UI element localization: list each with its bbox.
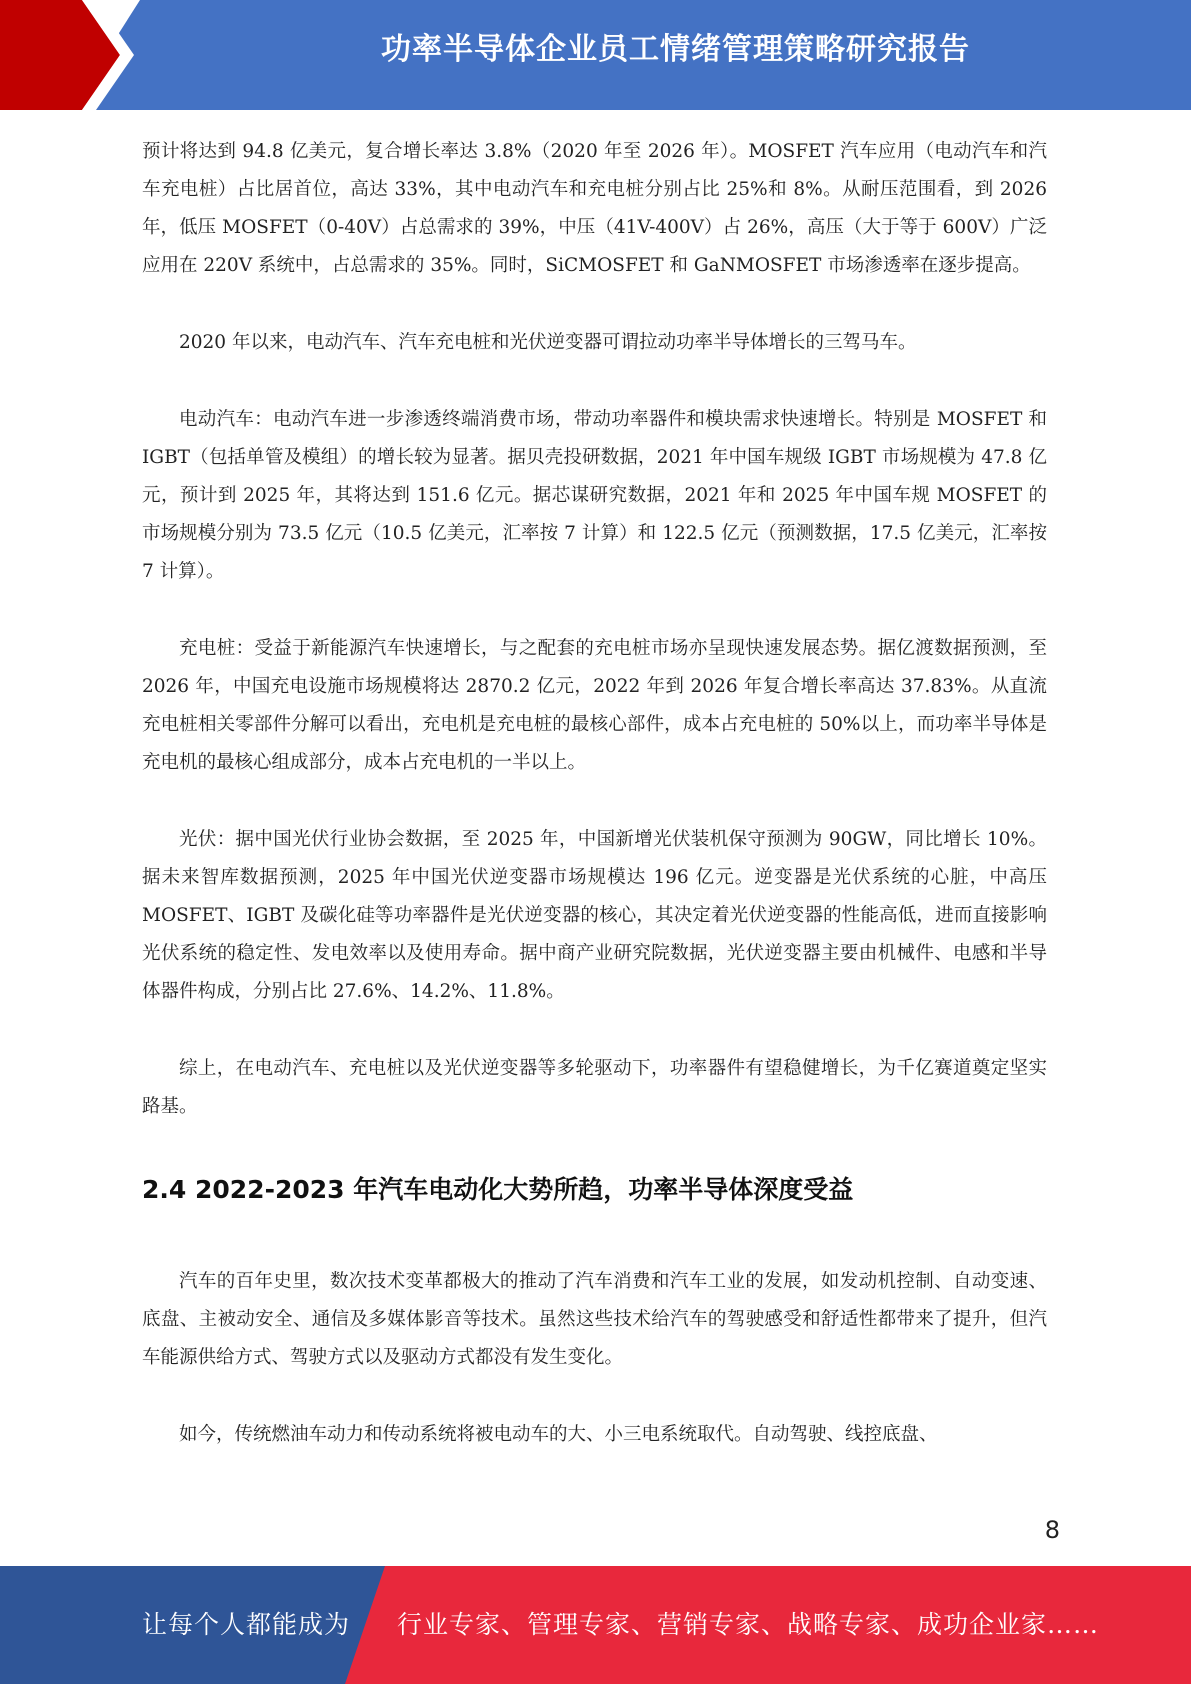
page-header <box>0 0 1191 110</box>
body-paragraph-2: 2020 年以来，电动汽车、汽车充电桩和光伏逆变器可谓拉动功率半导体增长的三驾马车。 <box>179 332 917 353</box>
body-paragraph-6: 综上，在电动汽车、充电桩以及光伏逆变器等多轮驱动下，功率器件有望稳健增长，为千亿赛道奠定坚实路基。 <box>142 1058 1047 1117</box>
body-paragraph-1: 预计将达到 94.8 亿美元，复合增长率达 3.8%（2020 年至 2026 年）。MOSFET 汽车应用（电动汽车和汽车充电桩）占比居首位，高达 33%，其中电动汽车和充电桩分别占比 25%和 8%。从耐压范围看，到 2026 年，低压 MOSFET（0-40V）占总需求的 39%，中压（41V-400V）占 26%，高压（大于等于 600V）广泛应用在 220V 系统中，占总需求的 35%。同时，SiCMOSFET 和 GaNMOSFET 市场渗透率在逐步提高。 <box>142 141 1047 276</box>
section-paragraph-2: 如今，传统燃油车动力和传动系统将被电动车的大、小三电系统取代。自动驾驶、线控底盘、 <box>179 1424 938 1445</box>
page-title: 功率半导体企业员工情绪管理策略研究报告 <box>381 32 970 67</box>
section-paragraph-1: 汽车的百年史里，数次技术变革都极大的推动了汽车消费和汽车工业的发展，如发动机控制、自动变速、底盘、主被动安全、通信及多媒体影音等技术。虽然这些技术给汽车的驾驶感受和舒适性都带来了提升，但汽车能源供给方式、驾驶方式以及驱动方式都没有发生变化。 <box>142 1271 1047 1368</box>
body-paragraph-3: 电动汽车：电动汽车进一步渗透终端消费市场，带动功率器件和模块需求快速增长。特别是 MOSFET 和 IGBT（包括单管及模组）的增长较为显著。据贝壳投研数据，2021 年中国车规级 IGBT 市场规模为 47.8 亿元，预计到 2025 年，其将达到 151.6 亿元。据芯谋研究数据，2021 年和 2025 年中国车规 MOSFET 的市场规模分别为 73.5 亿元（10.5 亿美元，汇率按 7 计算）和 122.5 亿元（预测数据，17.5 亿美元，汇率按 7 计算）。 <box>142 409 1047 582</box>
footer-slogan-right: 行业专家、管理专家、营销专家、战略专家、成功企业家…… <box>397 1610 1100 1639</box>
body-paragraph-5: 光伏：据中国光伏行业协会数据，至 2025 年，中国新增光伏装机保守预测为 90GW，同比增长 10%。据未来智库数据预测，2025 年中国光伏逆变器市场规模达 196 亿元。逆变器是光伏系统的心脏，中高压 MOSFET、IGBT 及碳化硅等功率器件是光伏逆变器的核心，其决定着光伏逆变器的性能高低，进而直接影响光伏系统的稳定性、发电效率以及使用寿命。据中商产业研究院数据，光伏逆变器主要由机械件、电感和半导体器件构成，分别占比 27.6%、14.2%、11.8%。 <box>142 829 1047 1002</box>
section-heading: 2.4 2022-2023 年汽车电动化大势所趋，功率半导体深度受益 <box>142 1175 854 1204</box>
document-body <box>142 133 1047 1493</box>
page-number: 8 <box>1044 1516 1060 1544</box>
footer-slogan-left: 让每个人都能成为 <box>142 1610 351 1639</box>
page-footer <box>0 1566 1191 1684</box>
body-paragraph-4: 充电桩：受益于新能源汽车快速增长，与之配套的充电桩市场亦呈现快速发展态势。据亿渡数据预测，至 2026 年，中国充电设施市场规模将达 2870.2 亿元，2022 年到 2026 年复合增长率高达 37.83%。从直流充电桩相关零部件分解可以看出，充电机是充电桩的最核心部件，成本占充电桩的 50%以上，而功率半导体是充电机的最核心组成部分，成本占充电机的一半以上。 <box>142 638 1047 773</box>
